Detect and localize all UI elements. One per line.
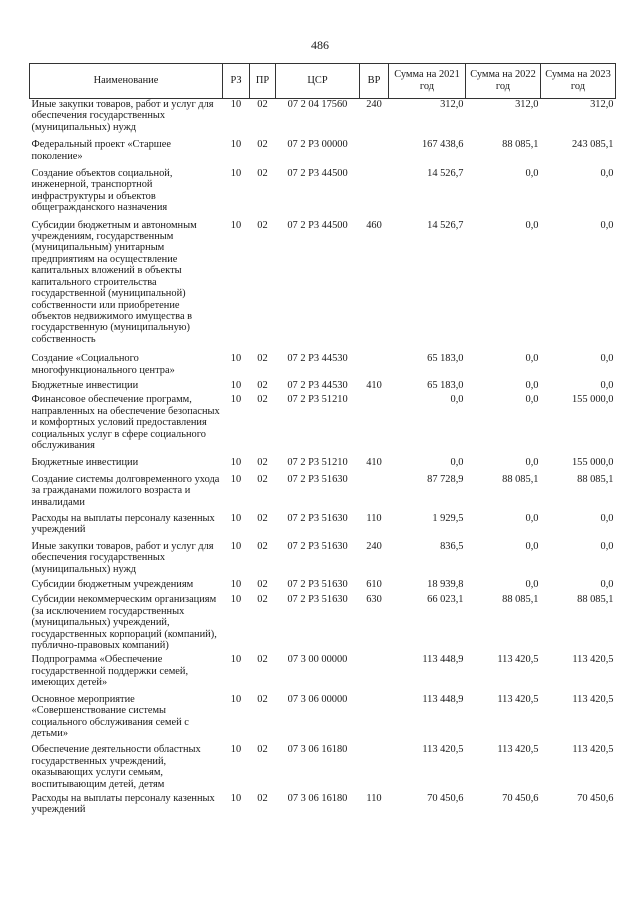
row-sum-2022: 113 420,5 — [497, 693, 539, 705]
row-sum-2021: 113 448,9 — [422, 693, 464, 705]
row-vr: 410 — [366, 379, 382, 391]
row-pr: 02 — [257, 379, 268, 391]
row-csr: 07 2 P3 51210 — [287, 457, 348, 469]
row-sum-2021: 0,0 — [450, 394, 464, 406]
row-rz: 10 — [230, 219, 242, 231]
row-sum-2022: 88 085,1 — [502, 139, 539, 151]
row-pr: 02 — [257, 693, 268, 705]
row-csr: 07 2 04 17560 — [287, 99, 348, 110]
table-header-row — [30, 64, 616, 99]
row-name: Бюджетные инвестиции — [31, 379, 139, 391]
row-vr: 110 — [366, 792, 382, 804]
row-vr — [360, 162, 389, 214]
row-pr: 02 — [257, 139, 268, 151]
row-sum-2021: 65 183,0 — [427, 353, 464, 365]
row-csr: 07 2 P3 00000 — [287, 139, 348, 151]
row-csr: 07 2 P3 51630 — [287, 594, 348, 606]
row-pr: 02 — [257, 457, 268, 469]
row-vr: 410 — [366, 457, 382, 469]
row-sum-2022: 0,0 — [525, 579, 539, 591]
row-name: Создание системы долговременного ухода за гражданами пожилого возраста и инвалидами — [31, 473, 220, 508]
row-csr: 07 2 P3 51630 — [287, 473, 348, 485]
row-vr — [360, 739, 389, 790]
row-name: Бюджетные инвестиции — [31, 457, 139, 469]
row-pr: 02 — [257, 219, 268, 231]
row-sum-2021: 836,5 — [440, 540, 464, 552]
row-name: Субсидии бюджетным и автономным учреждениям, государственным (муниципальным) унитарным предприятиям на осуществление капитальных вложений в объекты капитального строительства государственной (муниципальной) собственности или приобретение объектов недвижимого имущества в государственную (муниципальную) собственность — [31, 219, 197, 345]
row-sum-2022: 0,0 — [525, 513, 539, 524]
row-sum-2021: 113 420,5 — [422, 744, 464, 756]
row-sum-2023: 243 085,1 — [571, 139, 614, 151]
row-sum-2023: 0,0 — [600, 513, 614, 524]
row-csr: 07 3 06 16180 — [287, 744, 348, 756]
row-pr: 02 — [257, 168, 268, 180]
row-name: Субсидии некоммерческим организациям (за исключением государственных (муниципальных) учреждений, государственных корпораций (компаний), публично-правовых компаний) — [31, 594, 217, 652]
table-row — [30, 790, 616, 816]
row-vr — [360, 133, 389, 162]
row-sum-2022: 312,0 — [515, 99, 539, 110]
row-rz: 10 — [230, 693, 242, 705]
row-csr: 07 2 P3 44530 — [287, 353, 348, 365]
row-name: Создание объектов социальной, инженерной, транспортной инфраструктуры и объектов общегражданского назначения — [31, 168, 173, 214]
row-vr: 240 — [366, 540, 382, 552]
header-pr: ПР — [250, 64, 276, 99]
row-sum-2023: 113 420,5 — [572, 693, 614, 705]
row-sum-2022: 0,0 — [525, 353, 539, 365]
table-row — [30, 469, 616, 508]
row-rz: 10 — [230, 353, 242, 365]
header-rz: РЗ — [223, 64, 250, 99]
table-row — [30, 451, 616, 468]
row-sum-2022: 113 420,5 — [497, 744, 539, 756]
row-sum-2023: 0,0 — [600, 579, 614, 591]
row-vr — [360, 391, 389, 451]
row-sum-2021: 0,0 — [450, 457, 464, 469]
row-pr: 02 — [257, 654, 268, 666]
row-rz: 10 — [230, 99, 242, 110]
budget-table — [29, 63, 616, 816]
row-pr: 02 — [257, 792, 268, 804]
header-name: Наименование — [30, 64, 223, 99]
row-rz: 10 — [230, 540, 242, 552]
row-sum-2022: 0,0 — [525, 457, 539, 469]
row-rz: 10 — [230, 473, 242, 485]
row-vr — [360, 469, 389, 508]
row-rz: 10 — [230, 579, 242, 591]
row-name: Создание «Социального многофункционального центра» — [31, 353, 175, 376]
row-name: Иные закупки товаров, работ и услуг для обеспечения государственных (муниципальных) нужд — [31, 99, 214, 133]
row-sum-2021: 66 023,1 — [427, 594, 464, 606]
row-sum-2023: 0,0 — [600, 353, 614, 365]
row-sum-2021: 312,0 — [440, 99, 464, 110]
row-name: Подпрограмма «Обеспечение государственной поддержки семей, имеющих детей» — [31, 654, 189, 689]
row-csr: 07 2 P3 44500 — [287, 219, 348, 231]
row-pr: 02 — [257, 594, 268, 606]
row-sum-2021: 65 183,0 — [427, 379, 464, 391]
row-csr: 07 3 06 00000 — [287, 693, 348, 705]
row-rz: 10 — [230, 139, 242, 151]
row-name: Субсидии бюджетным учреждениям — [31, 579, 194, 591]
row-sum-2021: 18 939,8 — [427, 579, 464, 591]
row-sum-2023: 155 000,0 — [571, 394, 614, 406]
row-rz: 10 — [230, 744, 242, 756]
row-sum-2023: 88 085,1 — [577, 594, 614, 606]
row-pr: 02 — [257, 513, 268, 524]
header-csr: ЦСР — [276, 64, 360, 99]
row-sum-2022: 0,0 — [525, 379, 539, 391]
row-sum-2023: 113 420,5 — [572, 744, 614, 756]
table-row — [30, 376, 616, 391]
row-csr: 07 2 P3 51630 — [287, 579, 348, 591]
table-row — [30, 590, 616, 651]
page-number: 486 — [311, 38, 329, 52]
table-row — [30, 536, 616, 575]
row-csr: 07 3 06 16180 — [287, 792, 348, 804]
row-sum-2022: 70 450,6 — [502, 792, 539, 804]
row-sum-2023: 0,0 — [600, 168, 614, 180]
row-csr: 07 2 P3 51210 — [287, 394, 348, 406]
row-pr: 02 — [257, 744, 268, 756]
row-csr: 07 2 P3 44500 — [287, 168, 348, 180]
row-rz: 10 — [230, 654, 242, 666]
row-pr: 02 — [257, 394, 268, 406]
row-rz: 10 — [230, 379, 242, 391]
row-name: Иные закупки товаров, работ и услуг для обеспечения государственных (муниципальных) нужд — [31, 540, 214, 575]
row-rz: 10 — [230, 513, 242, 524]
table-row — [30, 739, 616, 790]
row-csr: 07 2 P3 44530 — [287, 379, 348, 391]
row-name: Основное мероприятие «Совершенствование системы социального обслуживания семей с детьми» — [31, 693, 189, 739]
row-sum-2022: 0,0 — [525, 540, 539, 552]
row-pr: 02 — [257, 99, 268, 110]
row-rz: 10 — [230, 168, 242, 180]
row-sum-2022: 113 420,5 — [497, 654, 539, 666]
table-row — [30, 391, 616, 451]
table-body — [30, 99, 616, 816]
row-vr: 240 — [366, 99, 382, 110]
table-row — [30, 133, 616, 162]
row-name: Расходы на выплаты персоналу казенных учреждений — [31, 513, 215, 536]
row-sum-2023: 0,0 — [600, 219, 614, 231]
row-sum-2021: 14 526,7 — [427, 219, 464, 231]
header-sum-2022: Сумма на 2022 год — [466, 64, 541, 99]
table-row — [30, 214, 616, 345]
row-sum-2023: 88 085,1 — [577, 473, 614, 485]
row-pr: 02 — [257, 540, 268, 552]
table-row — [30, 689, 616, 740]
row-sum-2023: 155 000,0 — [571, 457, 614, 469]
row-rz: 10 — [230, 457, 242, 469]
row-vr: 460 — [366, 219, 382, 231]
row-vr — [360, 345, 389, 376]
table-row — [30, 99, 616, 134]
row-vr — [360, 689, 389, 740]
header-sum-2021: Сумма на 2021 год — [389, 64, 466, 99]
row-rz: 10 — [230, 394, 242, 406]
row-sum-2022: 0,0 — [525, 219, 539, 231]
row-sum-2022: 88 085,1 — [502, 594, 539, 606]
row-sum-2023: 0,0 — [600, 379, 614, 391]
row-name: Федеральный проект «Старшее поколение» — [31, 139, 172, 162]
header-sum-2023: Сумма на 2023 год — [541, 64, 616, 99]
row-sum-2021: 167 438,6 — [421, 139, 464, 151]
row-sum-2022: 0,0 — [525, 168, 539, 180]
row-name: Финансовое обеспечение программ, направленных на обеспечение безопасных и комфортных условий предоставления социальных услуг в сфере социального обслуживания — [31, 394, 220, 451]
table-row — [30, 651, 616, 688]
row-csr: 07 2 P3 51630 — [287, 513, 348, 524]
table-row — [30, 508, 616, 536]
row-sum-2021: 70 450,6 — [427, 792, 464, 804]
table-row — [30, 162, 616, 214]
row-pr: 02 — [257, 473, 268, 485]
row-pr: 02 — [257, 353, 268, 365]
row-sum-2021: 113 448,9 — [422, 654, 464, 666]
row-sum-2021: 87 728,9 — [427, 473, 464, 485]
header-vr: ВР — [360, 64, 389, 99]
row-vr: 610 — [366, 579, 382, 591]
row-name: Обеспечение деятельности областных государственных учреждений, оказывающих услуги семьям, воспитывающим детей, детям — [31, 744, 201, 790]
row-csr: 07 3 00 00000 — [287, 654, 348, 666]
row-sum-2021: 14 526,7 — [427, 168, 464, 180]
row-name: Расходы на выплаты персоналу казенных учреждений — [31, 792, 215, 816]
row-sum-2022: 88 085,1 — [502, 473, 539, 485]
row-sum-2023: 312,0 — [590, 99, 614, 110]
row-sum-2023: 70 450,6 — [577, 792, 614, 804]
row-pr: 02 — [257, 579, 268, 591]
row-sum-2022: 0,0 — [525, 394, 539, 406]
table-row — [30, 345, 616, 376]
row-sum-2023: 0,0 — [600, 540, 614, 552]
row-rz: 10 — [230, 792, 242, 804]
table-row — [30, 575, 616, 590]
row-rz: 10 — [230, 594, 242, 606]
row-sum-2023: 113 420,5 — [572, 654, 614, 666]
row-sum-2021: 1 929,5 — [432, 513, 464, 524]
row-vr — [360, 651, 389, 688]
row-vr: 110 — [366, 513, 382, 524]
row-csr: 07 2 P3 51630 — [287, 540, 348, 552]
row-vr: 630 — [366, 594, 382, 606]
